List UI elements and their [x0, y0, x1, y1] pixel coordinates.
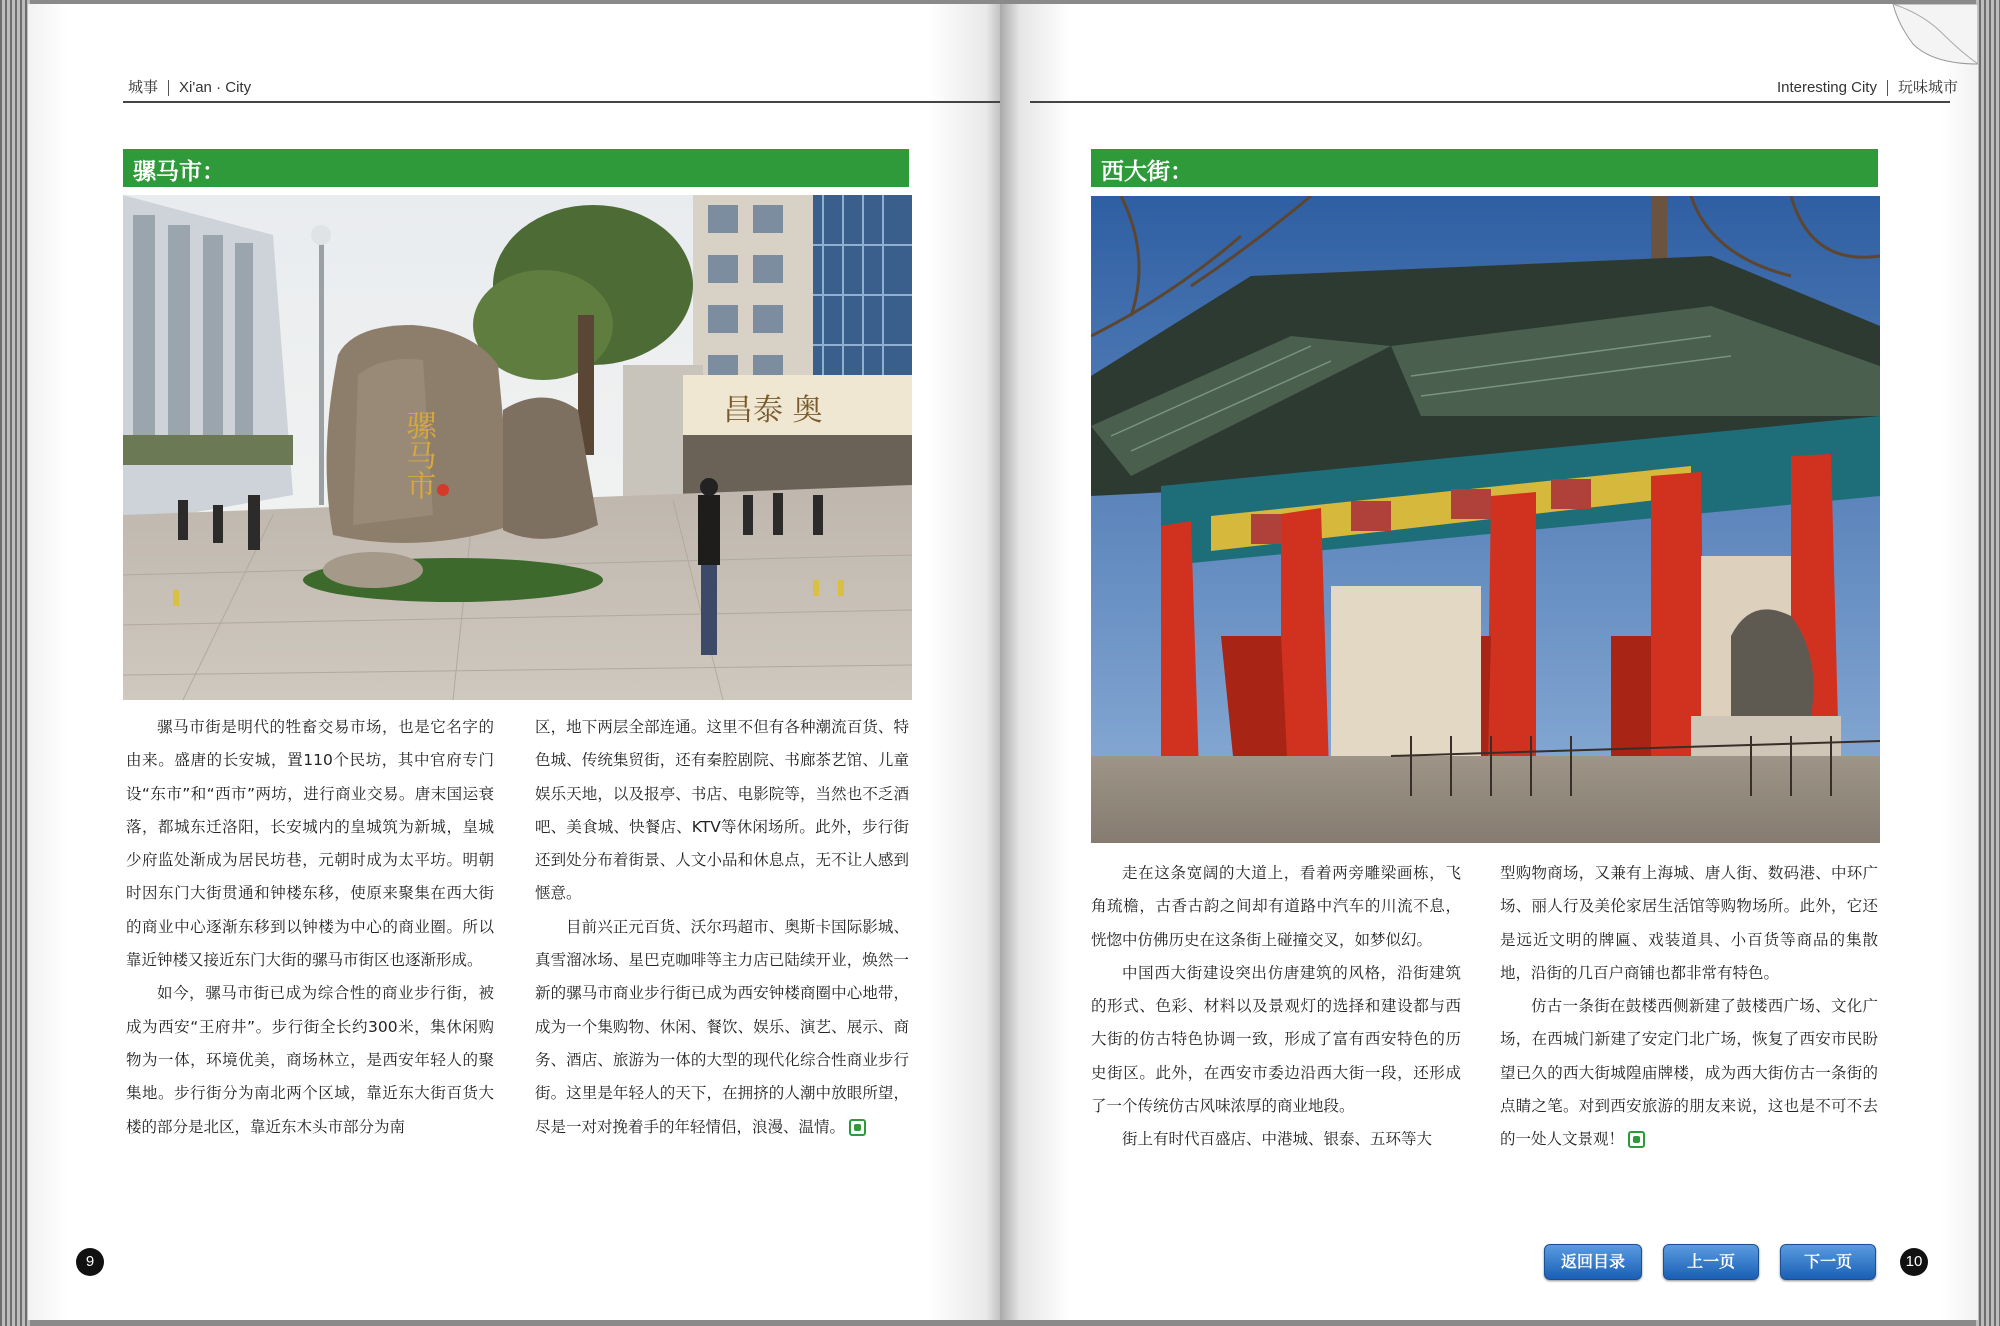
page-number-left: 9 — [76, 1248, 104, 1276]
left-page — [28, 4, 1002, 1320]
paragraph-text: 仿古一条街在鼓楼西侧新建了鼓楼西广场、文化广场，在西城门新建了安定门北广场，恢复了西安市民盼望已久的西大街城隍庙牌楼，成为西大街仿古一条街的点睛之笔。对到西安旅游的朋友来说，这也是不可不去的一处人文景观！ — [1500, 997, 1878, 1149]
article-end-icon — [1628, 1131, 1645, 1148]
right-header-rule — [1030, 101, 1950, 103]
right-section-title: 西大街： — [1101, 159, 1193, 185]
luomashi-street-photo — [123, 195, 912, 700]
paragraph: 型购物商场，又兼有上海城、唐人街、数码港、中环广场、丽人行及美伦家居生活馆等购物场所。此外，它还是远近文明的牌匾、戏装道具、小百货等商品的集散地，沿街的几百户商铺也都非常有特色。 — [1500, 864, 1878, 982]
running-head-separator — [1887, 80, 1888, 96]
right-text-column-2 — [1500, 857, 1878, 1157]
left-section-title: 骡马市： — [133, 159, 225, 185]
left-running-head — [128, 76, 251, 97]
left-text-column-1 — [126, 711, 494, 1144]
right-page — [1000, 4, 1978, 1320]
right-section-title-bar — [1091, 149, 1878, 187]
page-edge-right — [1976, 0, 2000, 1326]
paragraph: 如今，骡马市街已成为综合性的商业步行街，被成为西安“王府井”。步行街全长约300米，集休闲购物为一体，环境优美，商场林立，是西安年轻人的聚集地。步行街分为南北两个区域，靠近东大街百货大楼的部分是北区，靠近东木头市部分为南 — [126, 984, 494, 1136]
left-section-title-bar — [123, 149, 909, 187]
article-end-icon — [849, 1119, 866, 1136]
page-edge-left — [0, 0, 30, 1326]
back-to-toc-button[interactable]: 返回目录 — [1544, 1244, 1642, 1280]
running-head-separator — [168, 80, 169, 96]
next-page-button[interactable]: 下一页 — [1780, 1244, 1876, 1280]
paragraph — [535, 911, 909, 1144]
page-number-right: 10 — [1900, 1248, 1928, 1276]
right-running-head — [1777, 76, 1958, 97]
paragraph: 走在这条宽阔的大道上，看着两旁雕梁画栋，飞角琉檐，古香古韵之间却有道路中汽车的川流不息，恍惚中仿佛历史在这条街上碰撞交叉，如梦似幻。 — [1091, 864, 1461, 949]
xidajie-archway-photo — [1091, 196, 1880, 843]
previous-page-button[interactable]: 上一页 — [1663, 1244, 1759, 1280]
running-head-english: Interesting City — [1776, 79, 1877, 96]
paragraph-text: 目前兴正元百货、沃尔玛超市、奥斯卡国际影城、真雪溜冰场、星巴克咖啡等主力店已陆续开业，焕然一新的骡马市商业步行街已成为西安钟楼商圈中心地带，成为一个集购物、休闲、餐饮、娱乐、演艺、展示、商务、酒店、旅游为一体的大型的现代化综合性商业步行街。这里是年轻人的天下，在拥挤的人潮中放眼所望，尽是一对对挽着手的年轻情侣，浪漫、温情。 — [535, 917, 909, 1136]
page-curl-icon[interactable] — [1883, 4, 1978, 74]
left-text-column-2 — [535, 711, 909, 1144]
paragraph: 街上有时代百盛店、中港城、银泰、五环等大 — [1122, 1130, 1433, 1149]
running-head-section: 玩味城市 — [1897, 79, 1958, 96]
svg-text:昌泰 奥: 昌泰 奥 — [723, 393, 823, 428]
stone-inscription: 骡马市 — [400, 410, 436, 500]
running-head-section: 城事 — [128, 79, 159, 96]
running-head-city: Xi'an · City — [179, 79, 252, 96]
paragraph — [1500, 990, 1878, 1156]
right-text-column-1 — [1091, 857, 1461, 1157]
paragraph: 骡马市街是明代的牲畜交易市场，也是它名字的由来。盛唐的长安城，置110个民坊，其中官府专门设“东市”和“西市”两坊，进行商业交易。唐末国运衰落，都城东迁洛阳，长安城内的皇城筑为新城，皇城少府监处渐成为居民坊巷，元朝时成为太平坊。明朝时因东门大街贯通和钟楼东移，使原来聚集在西大街的商业中心逐渐东移到以钟楼为中心的商业圈。所以靠近钟楼又接近东门大街的骡马市街区也逐渐形成。 — [126, 718, 494, 970]
paragraph: 区，地下两层全部连通。这里不但有各种潮流百货、特色城、传统集贸街，还有秦腔剧院、书廊茶艺馆、儿童娱乐天地，以及报亭、书店、电影院等，当然也不乏酒吧、美食城、快餐店、KTV等休闲场所。此外，步行街还到处分布着街景、人文小品和休息点，无不让人感到惬意。 — [535, 718, 909, 903]
paragraph: 中国西大街建设突出仿唐建筑的风格，沿街建筑的形式、色彩、材料以及景观灯的选择和建设都与西大街的仿古特色协调一致，形成了富有西安特色的历史街区。此外，在西安市委边沿西大街一段，还形成了一个传统仿古风味浓厚的商业地段。 — [1091, 963, 1461, 1116]
left-header-rule — [123, 101, 1002, 103]
